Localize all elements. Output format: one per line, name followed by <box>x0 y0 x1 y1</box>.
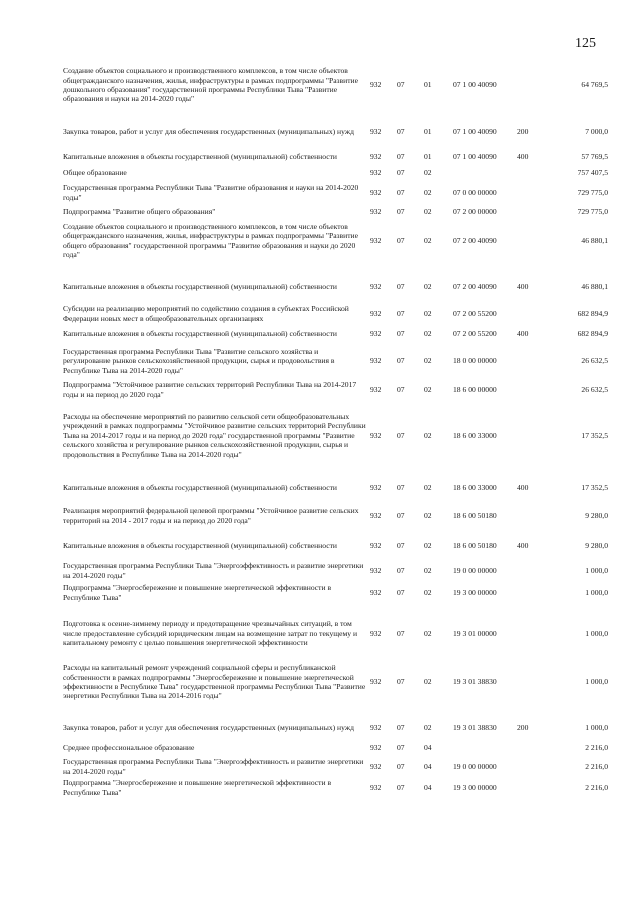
row-sum: 64 769,5 <box>581 80 608 90</box>
row-code-pr: 02 <box>424 328 432 338</box>
row-code-rz: 07 <box>397 761 405 771</box>
row-sum: 9 280,0 <box>585 510 608 520</box>
row-code-rz: 07 <box>397 510 405 520</box>
row-code-rz: 07 <box>397 168 405 178</box>
row-code-g: 932 <box>370 743 382 753</box>
row-code-pr: 02 <box>424 187 432 197</box>
row-sum: 9 280,0 <box>585 540 608 550</box>
row-code-cs: 07 2 00 40090 <box>453 281 497 291</box>
row-code-pr: 02 <box>424 308 432 318</box>
row-name: Государственная программа Республики Тыва "Энергоэффективность и развитие энергетики на 2014-2020 годы" <box>63 757 364 776</box>
row-code-rz: 07 <box>397 126 405 136</box>
row-name: Подготовка к осенне-зимнему периоду и предотвращение чрезвычайных ситуаций, в том числе предоставление субсидий юридическим лицам на возмещение затрат по текущему и капитальному ремонту с целью повышения энергетической эффективности <box>63 619 358 648</box>
table-row <box>63 718 608 737</box>
row-code-pr: 01 <box>424 80 432 90</box>
row-name: Капитальные вложения в объекты государственной (муниципальной) собственности <box>63 281 337 291</box>
row-name: Реализация мероприятий федеральной целевой программы "Устойчивое развитие сельских территорий на 2014 - 2017 годы и на период до 2020 года" <box>63 506 359 525</box>
row-code-pr: 02 <box>424 235 432 245</box>
row-code-g: 932 <box>370 207 382 217</box>
row-code-vr: 400 <box>517 482 529 492</box>
row-code-rz: 07 <box>397 356 405 366</box>
row-code-g: 932 <box>370 187 382 197</box>
row-code-rz: 07 <box>397 308 405 318</box>
row-name: Государственная программа Республики Тыва "Энергоэффективность и развитие энергетики на 2014-2020 годы" <box>63 561 364 580</box>
row-code-g: 932 <box>370 565 382 575</box>
row-name: Капитальные вложения в объекты государственной (муниципальной) собственности <box>63 540 337 550</box>
row-code-g: 932 <box>370 384 382 394</box>
row-sum: 57 769,5 <box>581 151 608 161</box>
row-sum: 729 775,0 <box>577 187 608 197</box>
row-code-rz: 07 <box>397 281 405 291</box>
table-row <box>63 304 608 323</box>
row-code-pr: 01 <box>424 151 432 161</box>
row-code-g: 932 <box>370 628 382 638</box>
row-sum: 26 632,5 <box>581 384 608 394</box>
table-row <box>63 168 608 178</box>
row-code-g: 932 <box>370 510 382 520</box>
row-code-rz: 07 <box>397 235 405 245</box>
row-code-g: 932 <box>370 761 382 771</box>
row-code-pr: 02 <box>424 482 432 492</box>
row-code-cs: 18 6 00 00000 <box>453 384 497 394</box>
row-name: Закупка товаров, работ и услуг для обеспечения государственных (муниципальных) нужд <box>63 126 354 136</box>
row-name: Создание объектов социального и производственного комплексов, в том числе объектов общегражданского назначения, жилья, инфраструктуры в рамках подпрограммы "Развитие дошкольного образования" государственной программы Республики Тыва "Развитие образования и науки на 2014-2020 годы" <box>63 66 358 104</box>
row-sum: 757 407,5 <box>577 168 608 178</box>
row-code-rz: 07 <box>397 187 405 197</box>
row-code-vr: 400 <box>517 328 529 338</box>
table-row <box>63 615 608 652</box>
row-code-rz: 07 <box>397 482 405 492</box>
table-row <box>63 147 608 166</box>
row-code-rz: 07 <box>397 782 405 792</box>
table-row <box>63 583 608 602</box>
table-row <box>63 536 608 555</box>
row-code-vr: 200 <box>517 126 529 136</box>
row-code-vr: 400 <box>517 540 529 550</box>
row-code-g: 932 <box>370 482 382 492</box>
row-code-cs: 07 2 00 55200 <box>453 308 497 318</box>
row-code-pr: 02 <box>424 510 432 520</box>
row-code-pr: 02 <box>424 722 432 732</box>
row-code-pr: 04 <box>424 782 432 792</box>
row-code-g: 932 <box>370 308 382 318</box>
row-code-cs: 07 2 00 55200 <box>453 328 497 338</box>
row-code-cs: 07 1 00 40090 <box>453 151 497 161</box>
row-sum: 1 000,0 <box>585 587 608 597</box>
row-name: Подпрограмма "Устойчивое развитие сельских территорий Республики Тыва на 2014-2017 годы и на период до 2020 года" <box>63 380 357 399</box>
table-row <box>63 561 608 580</box>
row-code-g: 932 <box>370 126 382 136</box>
row-sum: 2 216,0 <box>585 761 608 771</box>
row-code-rz: 07 <box>397 743 405 753</box>
row-code-cs: 19 0 00 00000 <box>453 761 497 771</box>
row-code-g: 932 <box>370 168 382 178</box>
row-name: Капитальные вложения в объекты государственной (муниципальной) собственности <box>63 328 337 338</box>
row-name: Среднее профессиональное образование <box>63 743 195 753</box>
table-row <box>63 222 608 259</box>
row-code-cs: 07 2 00 40090 <box>453 235 497 245</box>
row-code-rz: 07 <box>397 151 405 161</box>
row-code-cs: 18 6 00 33000 <box>453 482 497 492</box>
row-name: Расходы на капитальный ремонт учреждений социальной сферы и республиканской собственности в рамках подпрограммы "Энергосбережение и повышение энергетической эффективности в Республике Тыва" государственной программы Республики Тыва "Развитие энергетики Республики Тыва на 2014-2016 годы" <box>63 663 366 701</box>
row-code-cs: 18 6 00 33000 <box>453 430 497 440</box>
row-code-vr: 200 <box>517 722 529 732</box>
row-code-cs: 19 3 00 00000 <box>453 782 497 792</box>
row-sum: 682 894,9 <box>577 308 608 318</box>
row-code-rz: 07 <box>397 565 405 575</box>
row-code-pr: 02 <box>424 207 432 217</box>
table-row <box>63 277 608 296</box>
row-sum: 1 000,0 <box>585 565 608 575</box>
row-code-g: 932 <box>370 151 382 161</box>
row-name: Подпрограмма "Энергосбережение и повышение энергетической эффективности в Республике Тыва" <box>63 583 332 602</box>
row-sum: 7 000,0 <box>585 126 608 136</box>
row-code-g: 932 <box>370 235 382 245</box>
row-name: Общее образование <box>63 168 127 178</box>
row-code-pr: 04 <box>424 761 432 771</box>
table-row <box>63 122 608 141</box>
row-code-pr: 02 <box>424 168 432 178</box>
row-code-cs: 19 3 01 00000 <box>453 628 497 638</box>
row-name: Подпрограмма "Энергосбережение и повышение энергетической эффективности в Республике Тыва" <box>63 778 332 797</box>
row-code-g: 932 <box>370 328 382 338</box>
row-code-rz: 07 <box>397 430 405 440</box>
row-sum: 1 000,0 <box>585 628 608 638</box>
table-row <box>63 183 608 202</box>
row-code-rz: 07 <box>397 628 405 638</box>
table-row <box>63 347 608 375</box>
table-row <box>63 62 608 108</box>
row-code-g: 932 <box>370 540 382 550</box>
row-sum: 682 894,9 <box>577 328 608 338</box>
row-code-rz: 07 <box>397 80 405 90</box>
row-code-cs: 19 3 01 38830 <box>453 677 497 687</box>
row-sum: 17 352,5 <box>581 430 608 440</box>
row-code-cs: 07 1 00 40090 <box>453 126 497 136</box>
table-row <box>63 743 608 753</box>
table-row <box>63 659 608 705</box>
table-row <box>63 207 608 217</box>
row-sum: 1 000,0 <box>585 677 608 687</box>
row-code-cs: 19 3 01 38830 <box>453 722 497 732</box>
row-code-pr: 02 <box>424 356 432 366</box>
row-code-pr: 02 <box>424 540 432 550</box>
row-sum: 46 880,1 <box>581 235 608 245</box>
row-sum: 729 775,0 <box>577 207 608 217</box>
row-code-g: 932 <box>370 587 382 597</box>
row-code-pr: 01 <box>424 126 432 136</box>
row-code-rz: 07 <box>397 587 405 597</box>
row-code-cs: 19 0 00 00000 <box>453 565 497 575</box>
row-code-vr: 400 <box>517 281 529 291</box>
row-code-g: 932 <box>370 430 382 440</box>
page-number: 125 <box>575 36 596 51</box>
row-name: Создание объектов социального и производственного комплексов, в том числе объектов общегражданского назначения, жилья, инфраструктуры в рамках подпрограммы "Развитие общего образования" государственной программы "Развитие образования и науки до 2020 года" <box>63 221 358 259</box>
row-code-g: 932 <box>370 782 382 792</box>
row-code-cs: 19 3 00 00000 <box>453 587 497 597</box>
row-code-pr: 04 <box>424 743 432 753</box>
table-row <box>63 408 608 463</box>
row-code-pr: 02 <box>424 565 432 575</box>
row-code-g: 932 <box>370 281 382 291</box>
row-code-cs: 07 1 00 40090 <box>453 80 497 90</box>
table-row <box>63 324 608 343</box>
row-sum: 2 216,0 <box>585 782 608 792</box>
row-sum: 46 880,1 <box>581 281 608 291</box>
row-code-rz: 07 <box>397 722 405 732</box>
row-sum: 17 352,5 <box>581 482 608 492</box>
row-code-cs: 07 0 00 00000 <box>453 187 497 197</box>
row-name: Капитальные вложения в объекты государственной (муниципальной) собственности <box>63 151 337 161</box>
row-code-g: 932 <box>370 722 382 732</box>
row-code-rz: 07 <box>397 207 405 217</box>
row-name: Государственная программа Республики Тыва "Развитие образования и науки на 2014-2020 годы" <box>63 183 359 202</box>
row-name: Государственная программа Республики Тыва "Развитие сельского хозяйства и регулирование рынков сельскохозяйственной продукции, сырья и продовольствия в Республике Тыва на 2014-2020 годы" <box>63 346 335 375</box>
row-name: Расходы на обеспечение мероприятий по развитию сельской сети общеобразовательных учреждений в рамках подпрограммы "Устойчивое развитие сельских территорий Республики Тыва на 2014-2017 годы и на период до 2020 года" государственной программы "Развитие сельского хозяйства и регулирование рынков сельскохозяйственной продукции, сырья и продовольствия в Республике Тыва на 2014-2020 годы" <box>63 411 366 459</box>
row-sum: 2 216,0 <box>585 743 608 753</box>
row-code-rz: 07 <box>397 384 405 394</box>
row-code-cs: 07 2 00 00000 <box>453 207 497 217</box>
row-code-rz: 07 <box>397 677 405 687</box>
row-code-pr: 02 <box>424 281 432 291</box>
table-row <box>63 380 608 399</box>
table-row <box>63 778 608 797</box>
row-sum: 1 000,0 <box>585 722 608 732</box>
row-code-pr: 02 <box>424 384 432 394</box>
row-code-rz: 07 <box>397 328 405 338</box>
row-name: Закупка товаров, работ и услуг для обеспечения государственных (муниципальных) нужд <box>63 722 354 732</box>
row-code-g: 932 <box>370 356 382 366</box>
row-code-rz: 07 <box>397 540 405 550</box>
table-row <box>63 478 608 497</box>
table-row <box>63 757 608 776</box>
row-code-pr: 02 <box>424 430 432 440</box>
row-code-pr: 02 <box>424 587 432 597</box>
row-code-pr: 02 <box>424 628 432 638</box>
row-code-cs: 18 0 00 00000 <box>453 356 497 366</box>
row-code-cs: 18 6 00 50180 <box>453 510 497 520</box>
table-row <box>63 506 608 525</box>
row-code-pr: 02 <box>424 677 432 687</box>
row-name: Подпрограмма "Развитие общего образования" <box>63 207 216 217</box>
row-name: Субсидии на реализацию мероприятий по содействию создания в субъектах Российской Федерации новых мест в общеобразовательных организациях <box>63 304 349 323</box>
row-code-vr: 400 <box>517 151 529 161</box>
row-sum: 26 632,5 <box>581 356 608 366</box>
row-code-g: 932 <box>370 677 382 687</box>
row-name: Капитальные вложения в объекты государственной (муниципальной) собственности <box>63 482 337 492</box>
row-code-g: 932 <box>370 80 382 90</box>
row-code-cs: 18 6 00 50180 <box>453 540 497 550</box>
